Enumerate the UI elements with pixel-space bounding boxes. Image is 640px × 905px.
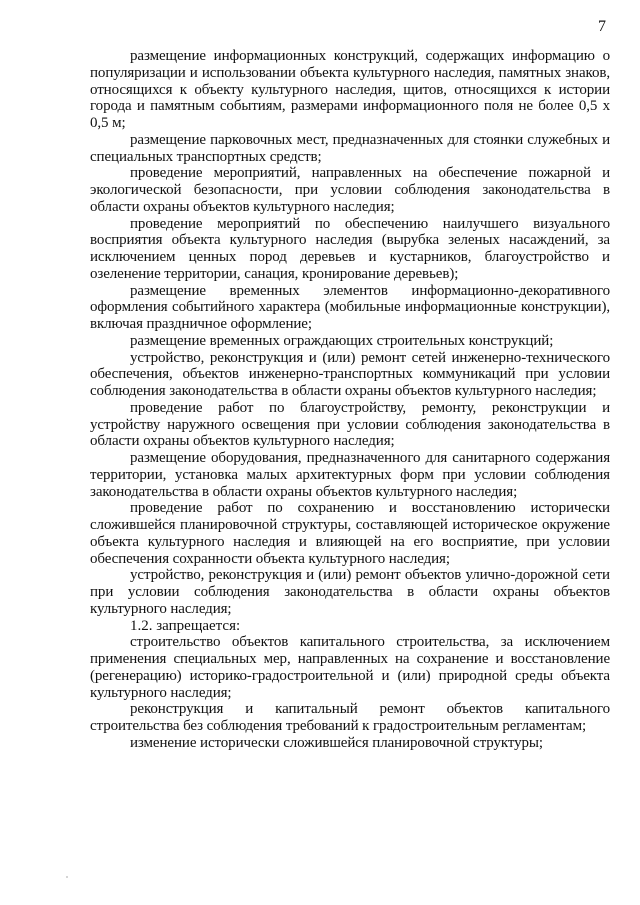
document-body xyxy=(90,48,610,752)
paragraph-historic-structure: проведение работ по сохранению и восстановлению исторически сложившейся планировочной структуры, составляющей историческое окружение объекта культурного наследия и влияющей на его восприятие, при условии обеспечения сохранности объекта культурного наследия; xyxy=(90,500,610,567)
paragraph-sanitary-equipment: размещение оборудования, предназначенного для санитарного содержания территории, установка малых архитектурных форм при условии соблюдения законодательства в области охраны объектов культурного наследия; xyxy=(90,450,610,500)
paragraph-landscaping: проведение работ по благоустройству, ремонту, реконструкции и устройству наружного освещения при условии соблюдения законодательства в области охраны объектов культурного наследия; xyxy=(90,399,610,450)
section-heading-prohibited: 1.2. запрещается: xyxy=(130,617,241,634)
prohibited-item-structure-change: изменение исторически сложившейся планировочной структуры; xyxy=(130,734,543,751)
prohibited-item-construction: строительство объектов капитального строительства, за исключением применения специальных мер, направленных на сохранение и восстановление (регенерацию) историко-градостроительной и (или) природной среды объекта культурного наследия; xyxy=(90,634,610,701)
prohibited-item-reconstruction: реконструкция и капитальный ремонт объектов капитального строительства без соблюдения требований к градостроительным регламентам; xyxy=(90,701,610,734)
paragraph-info-constructions: размещение информационных конструкций, содержащих информацию о популяризации и использовании объекта культурного наследия, памятных знаков, относящихся к объекту культурного наследия, щитов, относящихся к истории города и памятным событиям, размерами информационного поля не более 0,5 х 0,5 м; xyxy=(90,48,610,131)
scan-speck xyxy=(66,876,68,878)
page-number: 7 xyxy=(598,18,606,35)
paragraph-temporary-fencing: размещение временных ограждающих строительных конструкций; xyxy=(130,332,554,349)
paragraph-temporary-decoration: размещение временных элементов информационно-декоративного оформления событийного характера (мобильные информационные конструкции), включая праздничное оформление; xyxy=(90,282,610,332)
paragraph-parking: размещение парковочных мест, предназначенных для стоянки служебных и специальных транспортных средств; xyxy=(90,131,610,165)
paragraph-fire-safety: проведение мероприятий, направленных на обеспечение пожарной и экологической безопасности, при условии соблюдения законодательства в области охраны объектов культурного наследия; xyxy=(90,165,610,215)
paragraph-road-network: устройство, реконструкция и (или) ремонт объектов улично-дорожной сети при условии соблюдения законодательства в области охраны объектов культурного наследия; xyxy=(90,567,610,617)
paragraph-visual-perception: проведение мероприятий по обеспечению наилучшего визуального восприятия объекта культурного наследия (вырубка зеленых насаждений, за исключением ценных пород деревьев и кустарников, благоустройство и озеленение территории, санация, кронирование деревьев); xyxy=(90,215,610,282)
paragraph-engineering-networks: устройство, реконструкция и (или) ремонт сетей инженерно-технического обеспечения, объектов инженерно-транспортных коммуникаций при условии соблюдения законодательства в области охраны объектов культурного наследия; xyxy=(90,349,610,399)
